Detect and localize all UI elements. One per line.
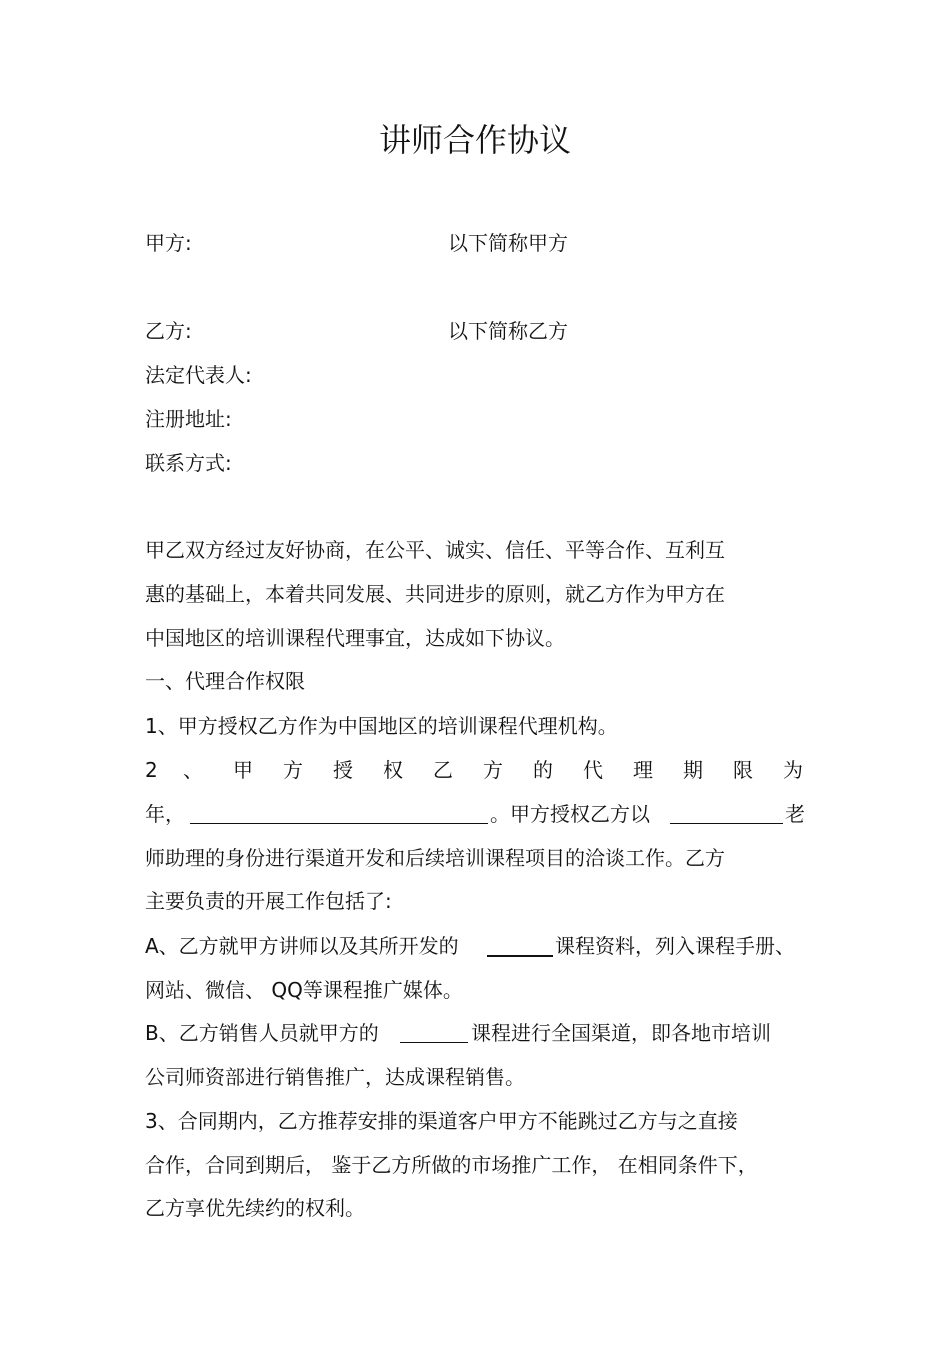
clause-3-line: 乙方享优先续约的权利。 — [145, 1196, 365, 1220]
clause-3-line: 合作，合同到期后， 鉴于乙方所做的市场推广工作， 在相同条件下， — [145, 1153, 758, 1177]
clause-2-char: 甲 — [233, 758, 253, 782]
clause-2-char: 2 — [145, 758, 158, 782]
clause-2-char: 为 — [783, 758, 803, 782]
party-a-alias: 以下简称甲方 — [448, 231, 568, 255]
item-a-text: 课程资料，列入课程手册、 — [555, 934, 795, 958]
clause-2-char: 方 — [483, 758, 503, 782]
clause-2-text: 老 — [785, 802, 805, 826]
clause-2-char: 、 — [183, 758, 203, 782]
course-blank-line[interactable] — [400, 1042, 468, 1043]
clause-2-char: 授 — [333, 758, 353, 782]
clause-2-char: 代 — [583, 758, 603, 782]
clause-2-char: 期 — [683, 758, 703, 782]
preamble-line: 惠的基础上，本着共同发展、共同进步的原则，就乙方作为甲方在 — [145, 582, 725, 606]
contact-method-label: 联系方式: — [145, 451, 232, 475]
preamble-line: 中国地区的培训课程代理事宜，达成如下协议。 — [145, 626, 565, 650]
clause-3-line: 3、合同期内，乙方推荐安排的渠道客户甲方不能跳过乙方与之直接 — [145, 1109, 738, 1133]
clause-2-text: 主要负责的开展工作包括了: — [145, 889, 392, 913]
clause-2-char: 的 — [533, 758, 553, 782]
party-b-label: 乙方: — [145, 319, 192, 343]
clause-2-char: 乙 — [433, 758, 453, 782]
registered-address-label: 注册地址: — [145, 407, 232, 431]
clause-2-char: 限 — [733, 758, 753, 782]
party-a-label: 甲方: — [145, 231, 192, 255]
clause-2-char: 方 — [283, 758, 303, 782]
clause-2-text: 。甲方授权乙方以 — [490, 802, 650, 826]
item-b-text: 公司师资部进行销售推广，达成课程销售。 — [145, 1065, 525, 1089]
clause-2-text: 师助理的身份进行渠道开发和后续培训课程项目的洽谈工作。乙方 — [145, 846, 725, 870]
term-blank-line[interactable] — [190, 823, 488, 824]
document-title: 讲师合作协议 — [378, 121, 571, 159]
course-blank-line[interactable] — [487, 955, 553, 957]
section-heading: 一、代理合作权限 — [145, 669, 305, 693]
preamble-line: 甲乙双方经过友好协商，在公平、诚实、信任、平等合作、互利互 — [145, 538, 725, 562]
clause-2-text: 年， — [145, 802, 185, 826]
title-blank-line[interactable] — [670, 823, 783, 824]
clause-2-char: 权 — [383, 758, 403, 782]
legal-representative-label: 法定代表人: — [145, 363, 252, 387]
clause-1: 1、甲方授权乙方作为中国地区的培训课程代理机构。 — [145, 714, 618, 738]
item-b-text: B、乙方销售人员就甲方的 — [145, 1021, 379, 1045]
item-a-text: 网站、微信、 QQ等课程推广媒体。 — [145, 978, 463, 1002]
item-b-text: 课程进行全国渠道，即各地市培训 — [471, 1021, 771, 1045]
party-b-alias: 以下简称乙方 — [448, 319, 568, 343]
clause-2-char: 理 — [633, 758, 653, 782]
item-a-text: A、乙方就甲方讲师以及其所开发的 — [145, 934, 459, 958]
